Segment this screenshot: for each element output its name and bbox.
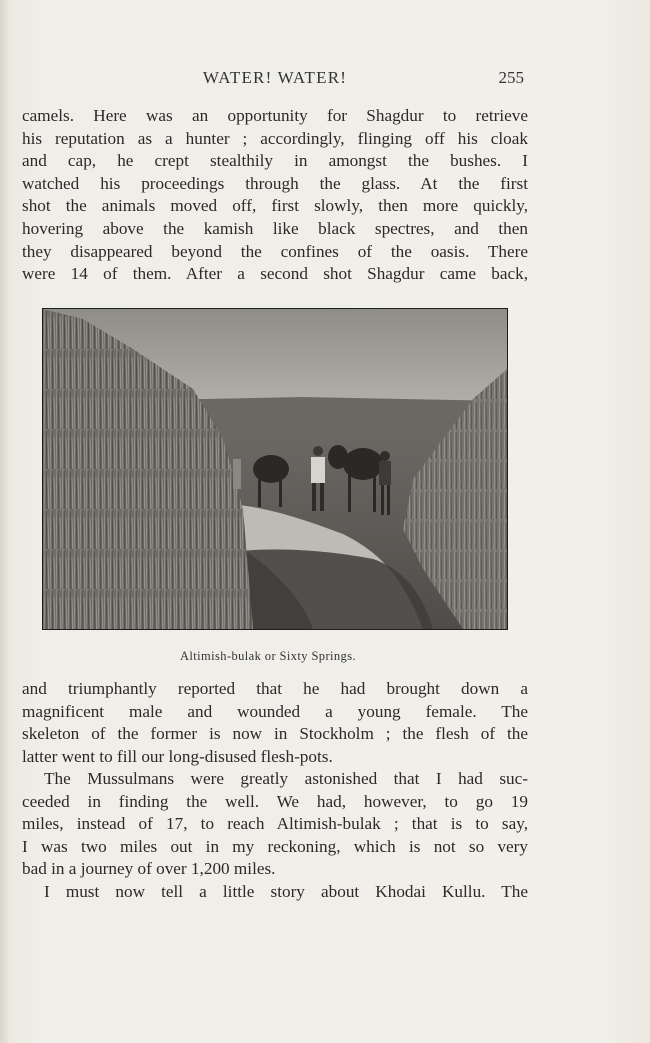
text-line: and cap, he crept stealthily in amongst the bushes. I bbox=[22, 151, 528, 171]
text-line: skeleton of the former is now in Stockholm ; the flesh of the bbox=[22, 724, 528, 744]
text-line: camels. Here was an opportunity for Shagdur to retrieve bbox=[22, 106, 528, 125]
text-line: miles, instead of 17, to reach Altimish-bulak ; that is to say, bbox=[22, 814, 528, 834]
text-line: were 14 of them. After a second shot Shagdur came back, bbox=[22, 264, 528, 284]
paragraph-3 bbox=[22, 768, 528, 881]
page-number: 255 bbox=[498, 68, 524, 87]
photo-illustration bbox=[43, 309, 507, 629]
text-line: bad in a journey of over 1,200 miles. bbox=[22, 859, 276, 879]
text-line: ceeded in finding the well. We had, however, to go 19 bbox=[22, 791, 528, 811]
paragraph-2 bbox=[22, 678, 528, 768]
text-line: hovering above the kamish like black spectres, and then bbox=[22, 218, 528, 238]
paragraph-1 bbox=[22, 105, 528, 286]
text-line: they disappeared beyond the confines of the oasis. There bbox=[22, 241, 528, 261]
text-line: I was two miles out in my reckoning, which is not so very bbox=[22, 836, 528, 856]
text-line: The Mussulmans were greatly astonished that I had suc- bbox=[44, 769, 528, 788]
text-line: his reputation as a hunter ; accordingly, flinging off his cloak bbox=[22, 128, 528, 148]
text-line: and triumphantly reported that he had brought down a bbox=[22, 679, 528, 698]
photograph-altimish-bulak bbox=[42, 308, 508, 630]
text-line: latter went to fill our long-disused flesh-pots. bbox=[22, 746, 333, 766]
text-line: shot the animals moved off, first slowly, then more quickly, bbox=[22, 196, 528, 216]
text-line: watched his proceedings through the glass. At the first bbox=[22, 173, 528, 193]
figure-caption: Altimish-bulak or Sixty Springs. bbox=[179, 649, 356, 663]
text-line: magnificent male and wounded a young female. The bbox=[22, 701, 528, 721]
paragraph-4 bbox=[22, 881, 528, 904]
running-head bbox=[22, 68, 528, 92]
text-line: I must now tell a little story about Khodai Kullu. The bbox=[44, 882, 528, 901]
chapter-title: WATER! WATER! bbox=[202, 68, 348, 87]
